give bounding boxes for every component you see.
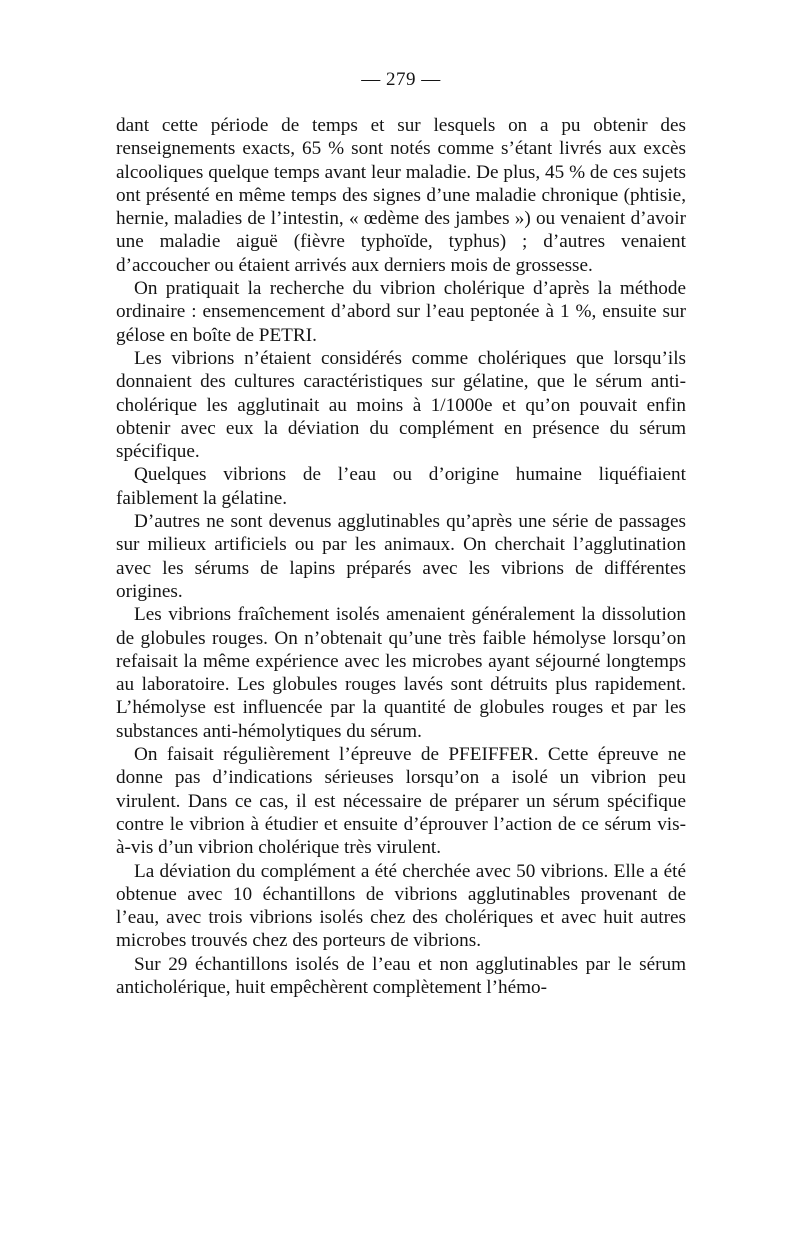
document-page <box>116 66 686 999</box>
paragraph: La déviation du complément a été cherchée avec 50 vibrions. Elle a été obtenue avec 10 échantillons de vibrions agglutinables provenant de l’eau, avec trois vibrions isolés chez des cholériques et avec huit autres microbes trouvés chez des porteurs de vibrions. <box>116 860 686 952</box>
paragraph: Quelques vibrions de l’eau ou d’origine humaine liquéfiaient faiblement la gélatine. <box>116 464 686 509</box>
paragraph: Les vibrions n’étaient considérés comme cholériques que lorsqu’ils donnaient des cultures caractéristiques sur gélatine, que le sérum anti-cholérique les agglutinait au moins à 1/1000e et qu’on pouvait enfin obtenir avec eux la déviation du complément en présence du sérum spécifique. <box>116 347 686 463</box>
body-text <box>116 114 686 999</box>
paragraph: On faisait régulièrement l’épreuve de PFEIFFER. Cette épreuve ne donne pas d’indications sérieuses lorsqu’on a isolé un vibrion peu virulent. Dans ce cas, il est nécessaire de préparer un sérum spécifique contre le vibrion à étudier et ensuite d’éprouver l’action de ce sérum vis-à-vis d’un vibrion cholérique très virulent. <box>116 744 686 859</box>
paragraph: Les vibrions fraîchement isolés amenaient généralement la dissolution de globules rouges. On n’obtenait qu’une très faible hémolyse lorsqu’on refaisait la même expérience avec les microbes ayant séjourné longtemps au laboratoire. Les globules rouges lavés sont détruits plus rapidement. L’hémolyse est influencée par la quantité de globules rouges et par les substances anti-hémolytiques du sérum. <box>116 604 686 742</box>
paragraph: D’autres ne sont devenus agglutinables qu’après une série de passages sur milieux artificiels ou par les animaux. On cherchait l’agglutination avec les sérums de lapins préparés avec les vibrions de différentes origines. <box>116 511 686 602</box>
paragraph-continued: dant cette période de temps et sur lesquels on a pu obtenir des renseignements exacts, 65 % sont notés comme s’étant livrés aux excès alcooliques quelque temps avant leur maladie. De plus, 45 % de ces sujets ont présenté en même temps des signes d’une maladie chronique (phtisie, hernie, maladies de l’intestin, « œdème des jambes ») ou venaient d’avoir une maladie aiguë (fièvre typhoïde, typhus) ; d’autres venaient d’accoucher ou étaient arrivés aux derniers mois de grossesse. <box>116 115 686 276</box>
page-number: — 279 — <box>361 69 441 90</box>
paragraph: On pratiquait la recherche du vibrion cholérique d’après la méthode ordinaire : ensemencement d’abord sur l’eau peptonée à 1 %, ensuite sur gélose en boîte de PETRI. <box>116 278 686 346</box>
paragraph: Sur 29 échantillons isolés de l’eau et non agglutinables par le sérum anticholérique, huit empêchèrent complètement l’hémo- <box>116 953 686 998</box>
